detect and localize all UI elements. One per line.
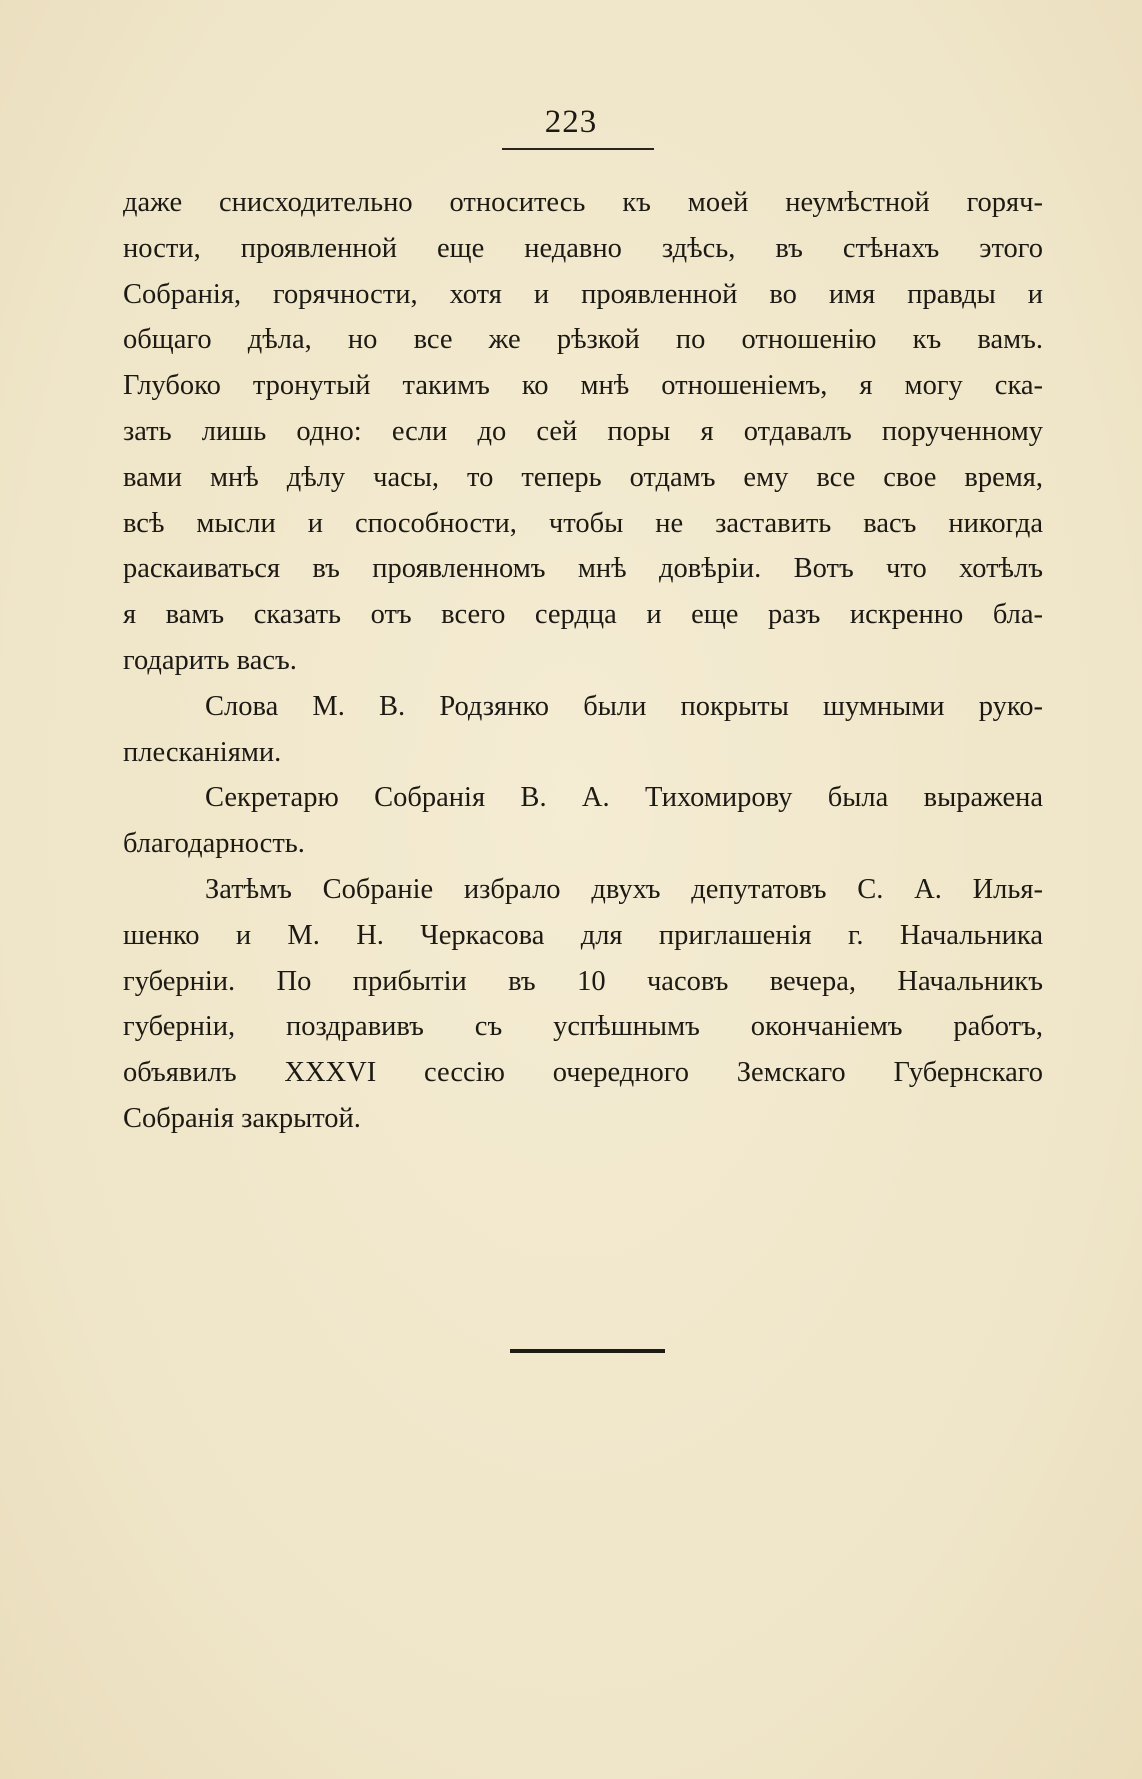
text-line: плесканіями.: [123, 736, 282, 768]
text-line: шенко и М. Н. Черкасова для приглашенія г. Начальника: [123, 919, 1043, 951]
text-line: объявилъ XXXVI сессію очередного Земскаго Губернскаго: [123, 1057, 1043, 1089]
header-rule: [502, 148, 654, 150]
text-line: вами мнѣ дѣлу часы, то теперь отдамъ ему все свое время,: [123, 461, 1043, 493]
text-line: годарить васъ.: [123, 644, 297, 676]
text-line: благодарность.: [123, 828, 305, 860]
page-number: 223: [544, 104, 598, 140]
text-line: даже снисходительно относитесь къ моей неумѣстной горяч-: [123, 187, 1043, 218]
text-line: всѣ мысли и способности, чтобы не заставить васъ никогда: [123, 507, 1043, 539]
text-line: Слова М. В. Родзянко были покрыты шумными руко-: [205, 690, 1043, 722]
body-text: [123, 180, 1043, 1142]
text-line: общаго дѣла, но все же рѣзкой по отношенію къ вамъ.: [123, 324, 1043, 356]
text-line: Секретарю Собранія В. А. Тихомирову была выражена: [205, 782, 1043, 814]
text-line: губерніи, поздравивъ съ успѣшнымъ окончаніемъ работъ,: [123, 1011, 1043, 1043]
text-line: Глубоко тронутый такимъ ко мнѣ отношеніемъ, я могу ска-: [123, 370, 1043, 402]
text-line: Собранія, горячности, хотя и проявленной во имя правды и: [123, 278, 1043, 310]
end-rule: [510, 1349, 665, 1353]
text-line: я вамъ сказать отъ всего сердца и еще разъ искренно бла-: [123, 599, 1043, 631]
text-line: ности, проявленной еще недавно здѣсь, въ стѣнахъ этого: [123, 232, 1043, 264]
text-line: раскаиваться въ проявленномъ мнѣ довѣріи. Вотъ что хотѣлъ: [123, 553, 1043, 585]
text-line: губерніи. По прибытіи въ 10 часовъ вечера, Начальникъ: [123, 965, 1043, 997]
text-line: Затѣмъ Собраніе избрало двухъ депутатовъ С. А. Илья-: [205, 873, 1043, 905]
text-line: зать лишь одно: если до сей поры я отдавалъ порученному: [123, 415, 1043, 447]
text-line: Собранія закрытой.: [123, 1102, 361, 1134]
